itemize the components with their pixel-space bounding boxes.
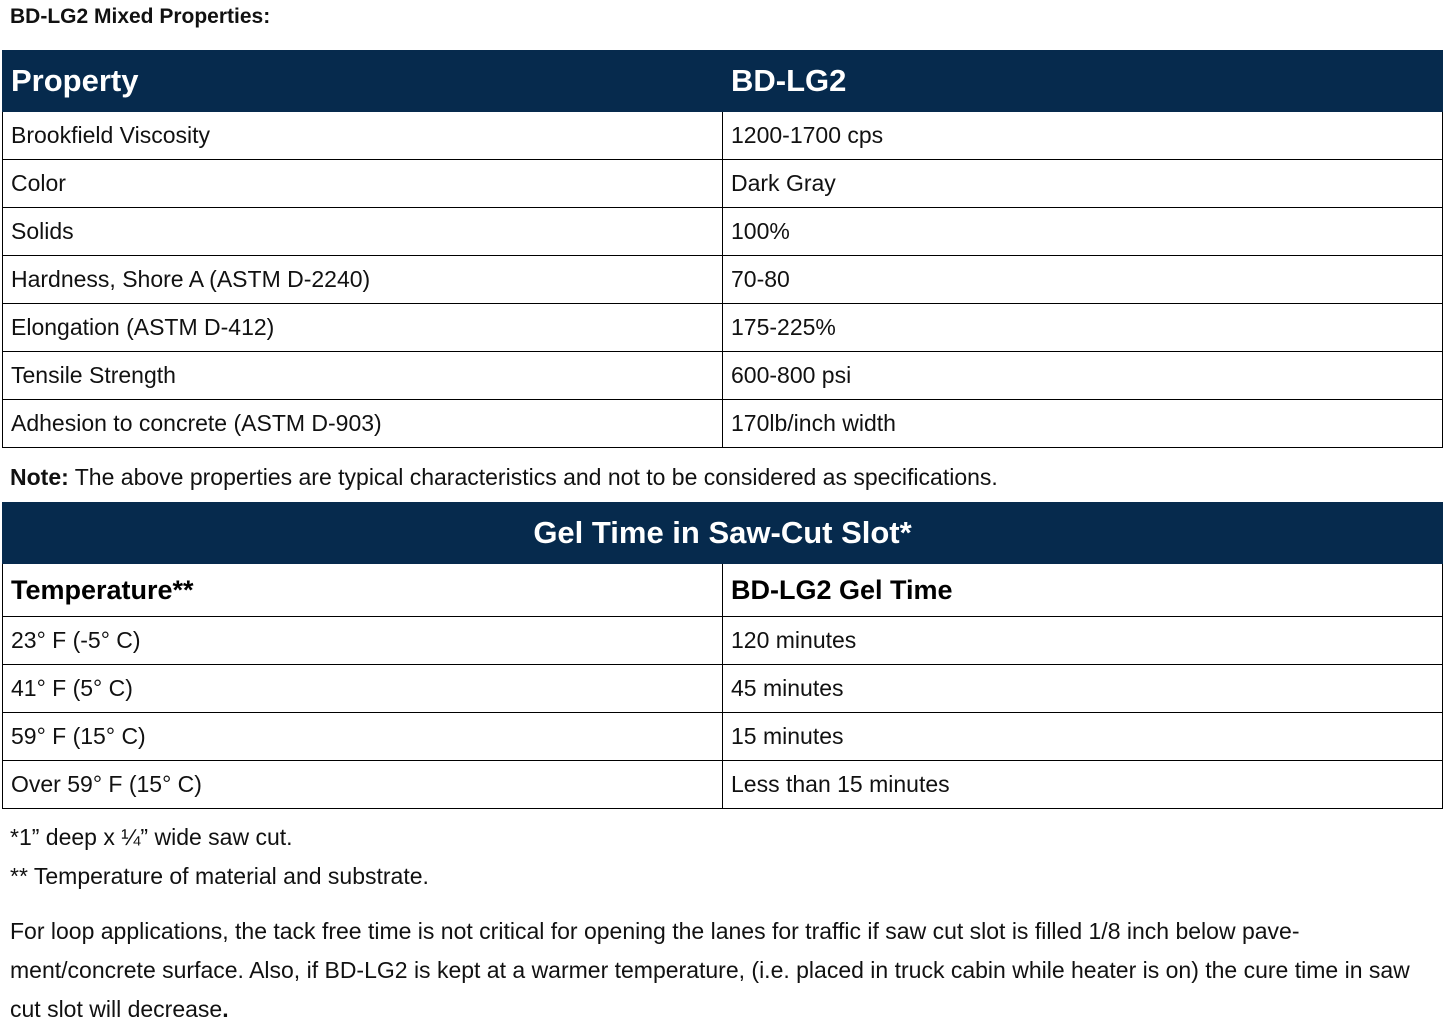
- table-row: [3, 208, 1443, 256]
- property-value: Dark Gray: [723, 160, 1443, 208]
- table-row: [3, 112, 1443, 160]
- page-heading: BD-LG2 Mixed Properties:: [10, 5, 271, 28]
- property-name: Elongation (ASTM D-412): [3, 304, 723, 352]
- property-value: 1200-1700 cps: [723, 112, 1443, 160]
- property-value: 600-800 psi: [723, 352, 1443, 400]
- property-name: Hardness, Shore A (ASTM D-2240): [3, 256, 723, 304]
- gel-time-table: [2, 502, 1443, 809]
- gel-time-cell: 15 minutes: [723, 713, 1443, 761]
- temperature-cell: 23° F (-5° C): [3, 617, 723, 665]
- table-row: [3, 352, 1443, 400]
- properties-header-row: [3, 51, 1443, 112]
- gel-time-cell: Less than 15 minutes: [723, 761, 1443, 809]
- properties-table: [2, 50, 1443, 448]
- table-row: [3, 665, 1443, 713]
- header-gel-time: BD-LG2 Gel Time: [723, 564, 1443, 617]
- note-text: The above properties are typical characteristics and not to be considered as specifications.: [68, 464, 998, 490]
- gel-time-cell: 45 minutes: [723, 665, 1443, 713]
- gel-header-row: [3, 564, 1443, 617]
- table-row: [3, 160, 1443, 208]
- temperature-cell: Over 59° F (15° C): [3, 761, 723, 809]
- footnote-saw-cut: *1” deep x ¼” wide saw cut.: [10, 824, 293, 850]
- loop-application-paragraph: [10, 912, 1420, 1029]
- paragraph-end: .: [222, 996, 229, 1022]
- property-name: Tensile Strength: [3, 352, 723, 400]
- property-name: Solids: [3, 208, 723, 256]
- table-row: [3, 304, 1443, 352]
- property-name: Brookfield Viscosity: [3, 112, 723, 160]
- note-label: Note:: [10, 464, 69, 490]
- gel-time-cell: 120 minutes: [723, 617, 1443, 665]
- gel-table-title: Gel Time in Saw-Cut Slot*: [3, 503, 1443, 564]
- temperature-cell: 59° F (15° C): [3, 713, 723, 761]
- property-name: Color: [3, 160, 723, 208]
- footnote-temperature: ** Temperature of material and substrate.: [10, 863, 429, 889]
- header-product: BD-LG2: [723, 51, 1443, 112]
- property-value: 170lb/inch width: [723, 400, 1443, 448]
- property-value: 175-225%: [723, 304, 1443, 352]
- property-value: 70-80: [723, 256, 1443, 304]
- table-row: [3, 713, 1443, 761]
- property-name: Adhesion to concrete (ASTM D-903): [3, 400, 723, 448]
- property-value: 100%: [723, 208, 1443, 256]
- specifications-note: [10, 460, 998, 494]
- table-row: [3, 256, 1443, 304]
- header-temperature: Temperature**: [3, 564, 723, 617]
- table-row: [3, 400, 1443, 448]
- temperature-cell: 41° F (5° C): [3, 665, 723, 713]
- table-row: [3, 617, 1443, 665]
- gel-title-row: [3, 503, 1443, 564]
- paragraph-text: For loop applications, the tack free time is not critical for opening the lanes for traffic if saw cut slot is filled 1/8 inch below pave-ment/concrete surface. Also, if BD-LG2 is kept at a warmer temperature, (i.e. placed in truck cabin while heater is on) the cure time in saw cut slot will decrease: [10, 918, 1410, 1022]
- header-property: Property: [3, 51, 723, 112]
- table-row: [3, 761, 1443, 809]
